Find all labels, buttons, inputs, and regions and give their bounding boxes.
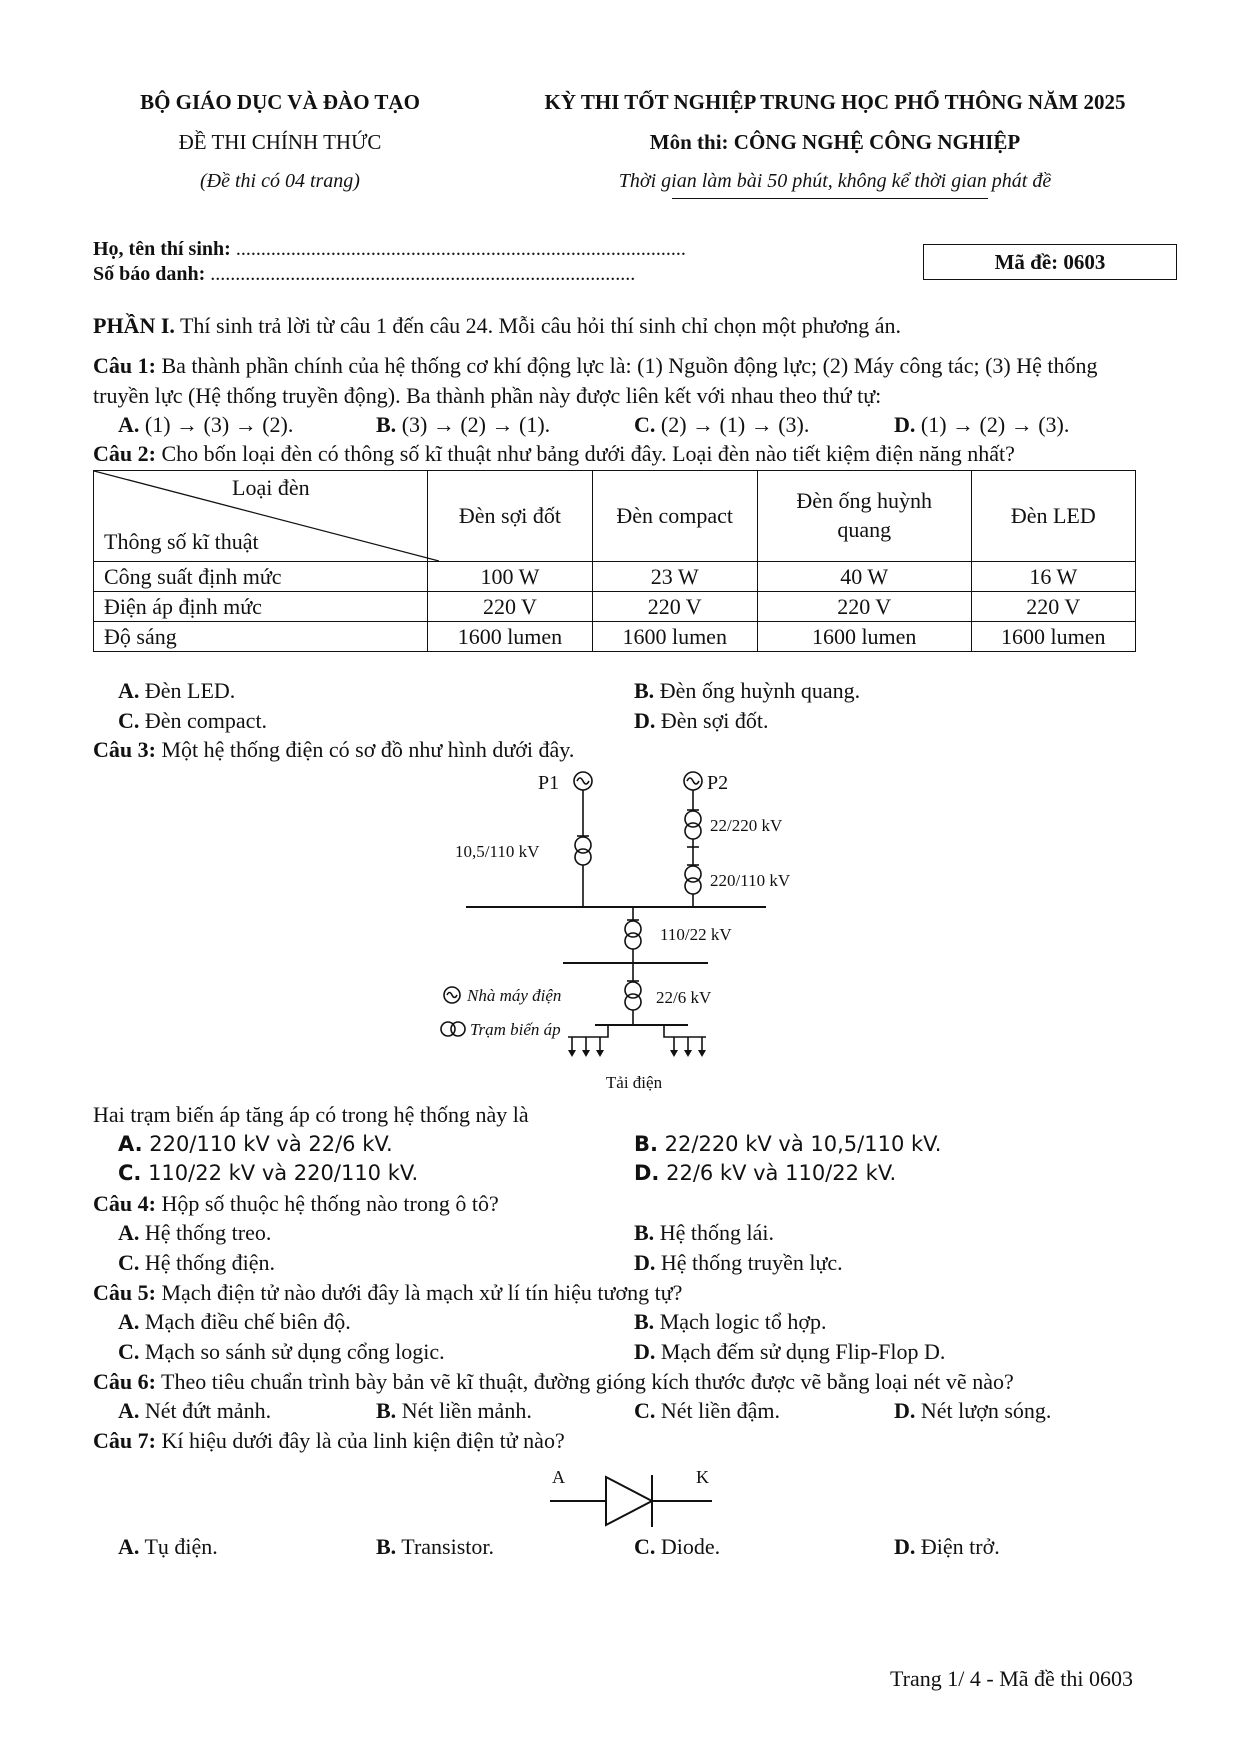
q3-label: Câu 3:: [93, 737, 156, 762]
candidate-id-line: [93, 263, 635, 286]
option-letter: A.: [118, 1309, 140, 1334]
option-text: Hệ thống điện.: [139, 1250, 276, 1275]
candidate-id-label: Số báo danh:: [93, 263, 206, 285]
corner-bottom-label: Thông số kĩ thuật: [104, 529, 259, 554]
q4-stem: [93, 1191, 499, 1217]
table-cell: 40 W: [757, 562, 971, 592]
q6-label: Câu 6:: [93, 1369, 156, 1394]
q6-text: Theo tiêu chuẩn trình bày bản vẽ kĩ thuật, đường gióng kích thước được vẽ bằng loại nét vẽ nào?: [155, 1369, 1014, 1394]
q2-option-d: [634, 708, 768, 734]
q7-label: Câu 7:: [93, 1428, 156, 1453]
option-text: (2) → (1) → (3).: [655, 412, 810, 437]
option-text: Nét đứt mảnh.: [139, 1398, 272, 1423]
p2-label: P2: [707, 772, 729, 794]
table-cell: 220 V: [971, 592, 1135, 622]
exam-title: KỲ THI TỐT NGHIỆP TRUNG HỌC PHỔ THÔNG NĂM 2025: [544, 90, 1126, 114]
q1-option-b: [376, 412, 550, 438]
option-letter: C.: [634, 1398, 656, 1423]
q6-option-a: [118, 1398, 271, 1424]
diode-triangle: [606, 1477, 652, 1525]
q5-option-b: [634, 1309, 827, 1335]
anode-label: A: [552, 1467, 565, 1487]
t3-label: 110/22 kV: [660, 925, 732, 944]
t4-coil-bottom: [625, 994, 641, 1010]
option-letter: D.: [894, 412, 916, 437]
option-letter: B.: [376, 1534, 397, 1559]
table-header-row: [94, 471, 1136, 562]
page-footer: Trang 1/ 4 - Mã đề thi 0603: [890, 1666, 1134, 1691]
row-label: Công suất định mức: [94, 562, 428, 592]
subject-label: Môn thi:: [649, 130, 734, 154]
option-letter: B.: [634, 1220, 655, 1245]
q4-text: Hộp số thuộc hệ thống nào trong ô tô?: [155, 1191, 499, 1216]
option-text: Nét liền mảnh.: [396, 1398, 532, 1423]
q7-option-d: [894, 1534, 1000, 1560]
table-corner-cell: [94, 471, 428, 562]
part1-instruction: [93, 313, 901, 339]
option-text: Điện trở.: [915, 1534, 1000, 1559]
q4-label: Câu 4:: [93, 1191, 156, 1216]
option-letter: D.: [894, 1534, 916, 1559]
option-letter: A.: [118, 1534, 140, 1559]
q5-option-d: [634, 1339, 945, 1365]
legend-substation-label: Trạm biến áp: [470, 1020, 561, 1039]
option-text: 220/110 kV và 22/6 kV.: [142, 1132, 393, 1156]
option-text: 110/22 kV và 220/110 kV.: [141, 1161, 419, 1185]
q7-option-c: [634, 1534, 720, 1560]
table-cell: 1600 lumen: [592, 622, 757, 652]
exam-code-box: Mã đề: 0603: [923, 244, 1177, 280]
t4-label: 22/6 kV: [656, 988, 712, 1007]
option-letter: C.: [118, 1250, 140, 1275]
q6-stem: [93, 1369, 1014, 1395]
option-text: Nét liền đậm.: [655, 1398, 781, 1423]
corner-top-label: Loại đèn: [232, 475, 310, 500]
load-arrowhead: [670, 1050, 678, 1057]
option-letter: C.: [118, 708, 140, 733]
option-letter: B.: [376, 412, 397, 437]
candidate-name-line: [93, 238, 686, 261]
option-letter: A.: [118, 1220, 140, 1245]
table-cell: 220 V: [428, 592, 592, 622]
t2b-coil-bottom: [685, 878, 701, 894]
option-letter: A.: [118, 412, 140, 437]
q4-option-d: [634, 1250, 843, 1276]
option-text: Hệ thống treo.: [139, 1220, 272, 1245]
option-text: (1) → (2) → (3).: [915, 412, 1070, 437]
legend-plant-wave: [447, 993, 457, 998]
q5-text: Mạch điện tử nào dưới đây là mạch xử lí tín hiệu tương tự?: [155, 1280, 683, 1305]
official-label: ĐỀ THI CHÍNH THỨC: [178, 130, 382, 154]
t2a-label: 22/220 kV: [710, 816, 783, 835]
q2-option-c: [118, 708, 267, 734]
q3-stem: [93, 737, 574, 763]
option-letter: C.: [118, 1339, 140, 1364]
q6-option-d: [894, 1398, 1051, 1424]
option-text: Nét lượn sóng.: [915, 1398, 1052, 1423]
option-letter: D.: [634, 1339, 656, 1364]
ministry-title: BỘ GIÁO DỤC VÀ ĐÀO TẠO: [140, 90, 420, 114]
q6-option-b: [376, 1398, 532, 1424]
q4-option-b: [634, 1220, 774, 1246]
row-label: Độ sáng: [94, 622, 428, 652]
time-note: Thời gian làm bài 50 phút, không kể thời gian phát đề: [618, 170, 1052, 192]
option-letter: A.: [118, 1132, 143, 1156]
table-cell: 1600 lumen: [971, 622, 1135, 652]
option-letter: D.: [634, 708, 656, 733]
power-system-diagram: [420, 765, 840, 1105]
q3-question: Hai trạm biến áp tăng áp có trong hệ thống này là: [93, 1102, 529, 1127]
t1-label: 10,5/110 kV: [455, 842, 540, 861]
q1-stem-line2: truyền lực (Hệ thống truyền động). Ba thành phần này được liên kết với nhau theo thứ tự:: [93, 383, 882, 408]
diode-symbol: [540, 1455, 740, 1535]
load-arrowhead: [684, 1050, 692, 1057]
t1-coil-bottom: [575, 849, 591, 865]
table-cell: 1600 lumen: [757, 622, 971, 652]
q5-option-c: [118, 1339, 445, 1365]
table-cell: 23 W: [592, 562, 757, 592]
option-text: Mạch logic tổ hợp.: [654, 1309, 827, 1334]
load-arrowhead: [698, 1050, 706, 1057]
option-text: Mạch so sánh sử dụng cổng logic.: [139, 1339, 445, 1364]
column-header: Đèn LED: [971, 471, 1135, 562]
option-letter: D.: [634, 1250, 656, 1275]
q5-stem: [93, 1280, 682, 1306]
option-text: Mạch đếm sử dụng Flip-Flop D.: [655, 1339, 946, 1364]
candidate-name-dots: ..........................................................................................: [235, 238, 686, 260]
option-text: 22/220 kV và 10,5/110 kV.: [657, 1132, 942, 1156]
part1-label: PHẦN I.: [93, 313, 175, 338]
q5-label: Câu 5:: [93, 1280, 156, 1305]
load-arrowhead: [596, 1050, 604, 1057]
q1-option-d: [894, 412, 1069, 438]
q2-option-a: [118, 678, 235, 704]
option-text: Diode.: [655, 1534, 721, 1559]
t3-coil-bottom: [625, 933, 641, 949]
candidate-id-dots: .....................................................................................: [210, 263, 636, 285]
option-text: Đèn ống huỳnh quang.: [654, 678, 861, 703]
option-text: Đèn LED.: [139, 678, 236, 703]
option-letter: C.: [634, 412, 656, 437]
option-letter: D.: [894, 1398, 916, 1423]
p2-generator-wave: [687, 778, 699, 784]
part1-text: Thí sinh trả lời từ câu 1 đến câu 24. Mỗi câu hỏi thí sinh chỉ chọn một phương án.: [174, 313, 902, 338]
load-label: Tải điện: [605, 1073, 663, 1092]
q4-option-c: [118, 1250, 275, 1276]
header-underline: [672, 198, 988, 199]
option-letter: B.: [376, 1398, 397, 1423]
q1-text-1: Ba thành phần chính của hệ thống cơ khí động lực là: (1) Nguồn động lực; (2) Máy công tác; (3) Hệ thống: [155, 353, 1098, 378]
q1-option-a: [118, 412, 293, 438]
option-text: Mạch điều chế biên độ.: [139, 1309, 351, 1334]
table-row: [94, 622, 1136, 652]
option-text: 22/6 kV và 110/22 kV.: [659, 1161, 897, 1185]
load-arrowhead: [568, 1050, 576, 1057]
q7-option-b: [376, 1534, 494, 1560]
option-text: Đèn sợi đốt.: [655, 708, 769, 733]
q2-text: Cho bốn loại đèn có thông số kĩ thuật như bảng dưới đây. Loại đèn nào tiết kiệm điện năng nhất?: [155, 441, 1015, 466]
t2a-coil-bottom: [685, 823, 701, 839]
column-header: Đèn ống huỳnh quang: [757, 471, 971, 562]
q2-label: Câu 2:: [93, 441, 156, 466]
candidate-name-label: Họ, tên thí sinh:: [93, 238, 231, 260]
q1-option-c: [634, 412, 809, 438]
option-letter: B.: [634, 1309, 655, 1334]
q7-stem: [93, 1428, 565, 1454]
q2-stem: [93, 441, 1015, 467]
q1-stem-line1: [93, 353, 1097, 379]
q7-text: Kí hiệu dưới đây là của linh kiện điện tử nào?: [155, 1428, 565, 1453]
load-feeder-left: [568, 1025, 608, 1037]
option-letter: B.: [634, 1132, 658, 1156]
row-label: Điện áp định mức: [94, 592, 428, 622]
table-cell: 1600 lumen: [428, 622, 592, 652]
load-feeder-right: [664, 1025, 706, 1037]
option-text: Hệ thống truyền lực.: [655, 1250, 843, 1275]
pages-note: (Đề thi có 04 trang): [200, 170, 360, 192]
q7-option-a: [118, 1534, 218, 1560]
subject-name: CÔNG NGHỆ CÔNG NGHIỆP: [733, 130, 1021, 154]
q3-option-b: [634, 1132, 941, 1156]
legend-substation-icon: [451, 1022, 465, 1036]
option-text: Hệ thống lái.: [654, 1220, 774, 1245]
q3-option-d: [634, 1161, 896, 1185]
q1-label: Câu 1:: [93, 353, 156, 378]
option-text: Transistor.: [396, 1534, 495, 1559]
p1-generator-wave: [577, 778, 589, 784]
option-letter: A.: [118, 678, 140, 703]
option-text: Đèn compact.: [139, 708, 268, 733]
table-cell: 100 W: [428, 562, 592, 592]
q3-option-c: [118, 1161, 418, 1185]
t2b-label: 220/110 kV: [710, 871, 791, 890]
option-letter: D.: [634, 1161, 660, 1185]
cathode-label: K: [696, 1467, 709, 1487]
table-row: [94, 592, 1136, 622]
q3-option-a: [118, 1132, 393, 1156]
table-cell: 220 V: [592, 592, 757, 622]
table-row: [94, 562, 1136, 592]
option-text: (1) → (3) → (2).: [139, 412, 294, 437]
option-letter: B.: [634, 678, 655, 703]
option-letter: C.: [634, 1534, 656, 1559]
option-letter: A.: [118, 1398, 140, 1423]
q4-option-a: [118, 1220, 271, 1246]
column-header: Đèn sợi đốt: [428, 471, 592, 562]
option-text: Tụ điện.: [139, 1534, 218, 1559]
option-letter: C.: [118, 1161, 142, 1185]
column-header: Đèn compact: [592, 471, 757, 562]
option-text: (3) → (2) → (1).: [396, 412, 551, 437]
table-cell: 220 V: [757, 592, 971, 622]
q6-option-c: [634, 1398, 780, 1424]
subject-line: [495, 130, 1175, 155]
load-arrowhead: [582, 1050, 590, 1057]
q2-option-b: [634, 678, 860, 704]
p1-label: P1: [538, 772, 560, 794]
lamp-spec-table: [93, 470, 1136, 652]
table-cell: 16 W: [971, 562, 1135, 592]
q3-text: Một hệ thống điện có sơ đồ như hình dưới đây.: [155, 737, 575, 762]
q5-option-a: [118, 1309, 351, 1335]
legend-plant-label: Nhà máy điện: [467, 986, 562, 1005]
